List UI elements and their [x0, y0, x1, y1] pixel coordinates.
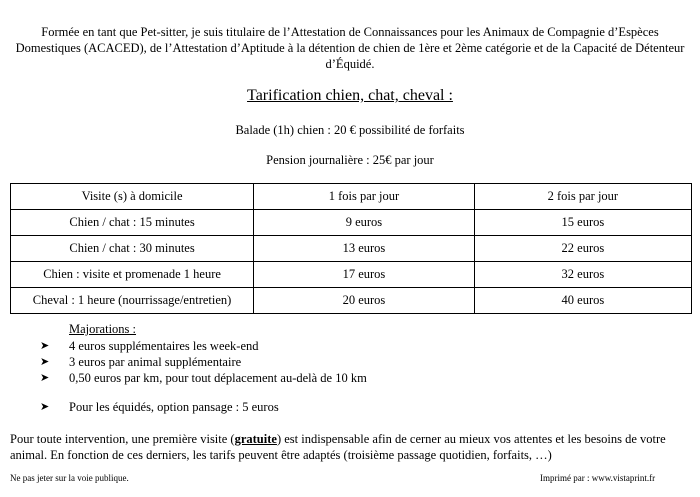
intro-paragraph: Formée en tant que Pet-sitter, je suis titulaire de l’Attestation de Connaissances pour les Animaux de Compagnie d’Espèces Domestiques (ACACED), de l’Attestation d’Aptitude à la détention de chien de 1ère et 2ème catégorie et de la Capacité de Détenteur d’Équidé. [15, 25, 685, 71]
table-cell: 32 euros [474, 262, 691, 288]
list-item-text: 0,50 euros par km, pour tout déplacement au-delà de 10 km [69, 371, 367, 385]
equides-option: Pour les équidés, option pansage : 5 euros [69, 400, 279, 414]
table-header: 2 fois par jour [474, 184, 691, 210]
table-row [11, 288, 692, 314]
list-item [40, 338, 367, 354]
page-title: Tarification chien, chat, cheval : [247, 87, 453, 104]
table-cell: Chien / chat : 15 minutes [11, 210, 254, 236]
table-cell: Cheval : 1 heure (nourrissage/entretien) [11, 288, 254, 314]
table-cell: 22 euros [474, 236, 691, 262]
list-item-text: 3 euros par animal supplémentaire [69, 355, 242, 369]
table-row [11, 236, 692, 262]
footer-paragraph [10, 431, 692, 463]
arrow-bullet-icon: ➤ [40, 356, 50, 368]
footer-text-after: ) est indispensable afin de cerner au mieux vos attentes et les besoins de votre animal. En fonction de ces derniers, les tarifs peuvent être adaptés (troisième passage quotidien, forfaits, …) [10, 432, 666, 462]
table-cell: 9 euros [254, 210, 475, 236]
table-cell: Chien : visite et promenade 1 heure [11, 262, 254, 288]
arrow-bullet-icon: ➤ [40, 340, 50, 352]
table-header-row [11, 184, 692, 210]
disposal-notice: Ne pas jeter sur la voie publique. [10, 473, 129, 483]
footer-text-before: Pour toute intervention, une première visite ( [10, 432, 235, 446]
table-row [11, 262, 692, 288]
table-header: Visite (s) à domicile [11, 184, 254, 210]
rates-table [10, 183, 692, 314]
table-cell: 40 euros [474, 288, 691, 314]
table-cell: 15 euros [474, 210, 691, 236]
arrow-bullet-icon: ➤ [40, 401, 50, 413]
footer-bold-text: gratuite [234, 432, 277, 446]
list-item [40, 370, 367, 386]
list-item-text: 4 euros supplémentaires les week-end [69, 339, 259, 353]
table-row [11, 210, 692, 236]
pension-price: Pension journalière : 25€ par jour [266, 153, 434, 167]
list-item [40, 400, 279, 415]
table-header: 1 fois par jour [254, 184, 475, 210]
majorations-list [40, 338, 367, 386]
balade-price: Balade (1h) chien : 20 € possibilité de forfaits [235, 123, 465, 137]
arrow-bullet-icon: ➤ [40, 372, 50, 384]
table-cell: Chien / chat : 30 minutes [11, 236, 254, 262]
table-cell: 13 euros [254, 236, 475, 262]
majorations-title: Majorations : [69, 322, 137, 336]
table-cell: 17 euros [254, 262, 475, 288]
list-item [40, 354, 367, 370]
table-cell: 20 euros [254, 288, 475, 314]
printer-credit: Imprimé par : www.vistaprint.fr [540, 473, 656, 483]
